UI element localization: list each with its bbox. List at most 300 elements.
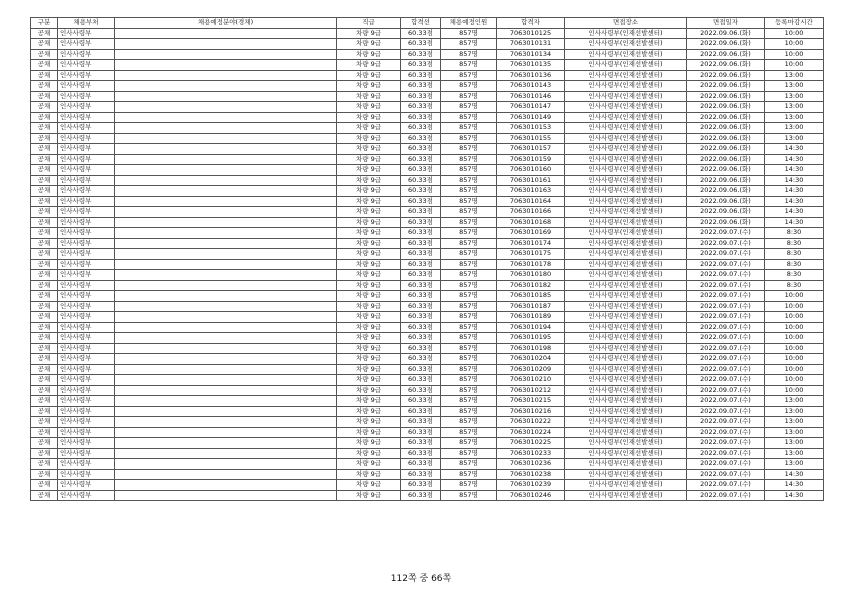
- cell-field: [115, 480, 337, 491]
- cell-applicant-id: 7063010194: [497, 322, 565, 333]
- table-row: [31, 291, 824, 302]
- cell-interview-date: 2022.09.07.(수): [687, 396, 765, 407]
- cell-registration-deadline: 13:00: [765, 91, 824, 102]
- cell-registration-deadline: 10:00: [765, 291, 824, 302]
- cell-planned-count: 857명: [441, 49, 497, 60]
- cell-cutoff: 60.33점: [401, 459, 441, 470]
- cell-registration-deadline: 14:30: [765, 196, 824, 207]
- cell-field: [115, 301, 337, 312]
- cell-cutoff: 60.33점: [401, 343, 441, 354]
- cell-department: 인사사령부: [58, 385, 115, 396]
- cell-grade: 차량 9급: [337, 312, 401, 323]
- cell-applicant-id: 7063010195: [497, 333, 565, 344]
- cell-category: 공채: [31, 364, 58, 375]
- cell-interview-date: 2022.09.07.(수): [687, 459, 765, 470]
- table-row: [31, 280, 824, 291]
- cell-applicant-id: 7063010222: [497, 417, 565, 428]
- cell-interview-date: 2022.09.06.(화): [687, 154, 765, 165]
- cell-cutoff: 60.33점: [401, 291, 441, 302]
- cell-department: 인사사령부: [58, 49, 115, 60]
- cell-cutoff: 60.33점: [401, 196, 441, 207]
- cell-department: 인사사령부: [58, 322, 115, 333]
- cell-registration-deadline: 13:00: [765, 102, 824, 113]
- cell-department: 인사사령부: [58, 154, 115, 165]
- cell-grade: 차량 9급: [337, 102, 401, 113]
- cell-field: [115, 154, 337, 165]
- table-row: [31, 312, 824, 323]
- cell-field: [115, 438, 337, 449]
- cell-interview-date: 2022.09.06.(화): [687, 112, 765, 123]
- cell-interview-place: 인사사령부(인재선발센터): [565, 427, 687, 438]
- cell-planned-count: 857명: [441, 175, 497, 186]
- cell-interview-place: 인사사령부(인재선발센터): [565, 343, 687, 354]
- cell-planned-count: 857명: [441, 333, 497, 344]
- cell-interview-date: 2022.09.06.(화): [687, 81, 765, 92]
- cell-grade: 차량 9급: [337, 438, 401, 449]
- table-row: [31, 417, 824, 428]
- table-row: [31, 259, 824, 270]
- cell-category: 공채: [31, 427, 58, 438]
- col-header-cutoff: 합격선: [401, 18, 441, 29]
- col-header-applicant-id: 합격자: [497, 18, 565, 29]
- cell-field: [115, 249, 337, 260]
- cell-grade: 차량 9급: [337, 301, 401, 312]
- cell-field: [115, 375, 337, 386]
- cell-department: 인사사령부: [58, 175, 115, 186]
- cell-applicant-id: 7063010147: [497, 102, 565, 113]
- cell-field: [115, 81, 337, 92]
- cell-department: 인사사령부: [58, 39, 115, 50]
- cell-interview-place: 인사사령부(인재선발센터): [565, 270, 687, 281]
- cell-department: 인사사령부: [58, 123, 115, 134]
- cell-field: [115, 354, 337, 365]
- cell-cutoff: 60.33점: [401, 207, 441, 218]
- cell-grade: 차량 9급: [337, 123, 401, 134]
- cell-category: 공채: [31, 270, 58, 281]
- cell-cutoff: 60.33점: [401, 186, 441, 197]
- cell-field: [115, 406, 337, 417]
- cell-field: [115, 396, 337, 407]
- cell-applicant-id: 7063010246: [497, 490, 565, 501]
- cell-registration-deadline: 13:00: [765, 81, 824, 92]
- cell-department: 인사사령부: [58, 259, 115, 270]
- table-row: [31, 228, 824, 239]
- cell-applicant-id: 7063010233: [497, 448, 565, 459]
- table-row: [31, 91, 824, 102]
- cell-grade: 차량 9급: [337, 406, 401, 417]
- cell-field: [115, 385, 337, 396]
- cell-interview-date: 2022.09.06.(화): [687, 144, 765, 155]
- table-row: [31, 396, 824, 407]
- cell-category: 공채: [31, 123, 58, 134]
- cell-category: 공채: [31, 133, 58, 144]
- table-row: [31, 427, 824, 438]
- cell-grade: 차량 9급: [337, 364, 401, 375]
- cell-cutoff: 60.33점: [401, 385, 441, 396]
- cell-registration-deadline: 13:00: [765, 427, 824, 438]
- table-row: [31, 354, 824, 365]
- cell-interview-date: 2022.09.07.(수): [687, 249, 765, 260]
- cell-field: [115, 133, 337, 144]
- cell-interview-date: 2022.09.07.(수): [687, 312, 765, 323]
- cell-cutoff: 60.33점: [401, 112, 441, 123]
- cell-category: 공채: [31, 459, 58, 470]
- cell-interview-place: 인사사령부(인재선발센터): [565, 207, 687, 218]
- cell-planned-count: 857명: [441, 354, 497, 365]
- cell-grade: 차량 9급: [337, 417, 401, 428]
- cell-planned-count: 857명: [441, 270, 497, 281]
- cell-applicant-id: 7063010174: [497, 238, 565, 249]
- cell-applicant-id: 7063010155: [497, 133, 565, 144]
- cell-registration-deadline: 10:00: [765, 60, 824, 71]
- cell-field: [115, 196, 337, 207]
- table-row: [31, 364, 824, 375]
- cell-interview-date: 2022.09.07.(수): [687, 438, 765, 449]
- cell-planned-count: 857명: [441, 480, 497, 491]
- cell-registration-deadline: 8:30: [765, 270, 824, 281]
- cell-department: 인사사령부: [58, 60, 115, 71]
- cell-planned-count: 857명: [441, 81, 497, 92]
- col-header-registration-deadline: 등록마감시간: [765, 18, 824, 29]
- cell-interview-place: 인사사령부(인재선발센터): [565, 333, 687, 344]
- cell-planned-count: 857명: [441, 385, 497, 396]
- table-row: [31, 60, 824, 71]
- cell-planned-count: 857명: [441, 438, 497, 449]
- cell-category: 공채: [31, 301, 58, 312]
- cell-interview-place: 인사사령부(인재선발센터): [565, 144, 687, 155]
- table-row: [31, 81, 824, 92]
- cell-registration-deadline: 13:00: [765, 112, 824, 123]
- cell-cutoff: 60.33점: [401, 490, 441, 501]
- table-row: [31, 438, 824, 449]
- cell-interview-date: 2022.09.06.(화): [687, 175, 765, 186]
- cell-registration-deadline: 13:00: [765, 448, 824, 459]
- cell-applicant-id: 7063010153: [497, 123, 565, 134]
- cell-applicant-id: 7063010215: [497, 396, 565, 407]
- table-row: [31, 144, 824, 155]
- cell-interview-date: 2022.09.07.(수): [687, 385, 765, 396]
- cell-planned-count: 857명: [441, 123, 497, 134]
- cell-applicant-id: 7063010209: [497, 364, 565, 375]
- cell-registration-deadline: 14:30: [765, 175, 824, 186]
- cell-interview-date: 2022.09.07.(수): [687, 291, 765, 302]
- cell-planned-count: 857명: [441, 343, 497, 354]
- cell-planned-count: 857명: [441, 60, 497, 71]
- cell-interview-date: 2022.09.06.(화): [687, 123, 765, 134]
- cell-registration-deadline: 14:30: [765, 207, 824, 218]
- cell-grade: 차량 9급: [337, 217, 401, 228]
- cell-applicant-id: 7063010168: [497, 217, 565, 228]
- cell-category: 공채: [31, 175, 58, 186]
- table-row: [31, 28, 824, 39]
- table-row: [31, 490, 824, 501]
- cell-interview-date: 2022.09.07.(수): [687, 301, 765, 312]
- table-row: [31, 102, 824, 113]
- cell-interview-date: 2022.09.07.(수): [687, 259, 765, 270]
- cell-interview-place: 인사사령부(인재선발센터): [565, 322, 687, 333]
- cell-registration-deadline: 13:00: [765, 123, 824, 134]
- col-header-planned-count: 채용예정인원: [441, 18, 497, 29]
- cell-grade: 차량 9급: [337, 196, 401, 207]
- table-row: [31, 133, 824, 144]
- cell-cutoff: 60.33점: [401, 228, 441, 239]
- page-number: 112쪽 중 66쪽: [390, 574, 452, 584]
- cell-interview-place: 인사사령부(인재선발센터): [565, 133, 687, 144]
- cell-registration-deadline: 8:30: [765, 259, 824, 270]
- cell-category: 공채: [31, 490, 58, 501]
- cell-registration-deadline: 8:30: [765, 228, 824, 239]
- cell-cutoff: 60.33점: [401, 270, 441, 281]
- cell-interview-place: 인사사령부(인재선발센터): [565, 154, 687, 165]
- cell-applicant-id: 7063010131: [497, 39, 565, 50]
- cell-grade: 차량 9급: [337, 186, 401, 197]
- cell-cutoff: 60.33점: [401, 217, 441, 228]
- cell-field: [115, 91, 337, 102]
- cell-grade: 차량 9급: [337, 459, 401, 470]
- cell-applicant-id: 7063010182: [497, 280, 565, 291]
- table-row: [31, 175, 824, 186]
- cell-interview-date: 2022.09.07.(수): [687, 417, 765, 428]
- cell-interview-place: 인사사령부(인재선발센터): [565, 312, 687, 323]
- cell-interview-date: 2022.09.07.(수): [687, 364, 765, 375]
- cell-category: 공채: [31, 312, 58, 323]
- cell-cutoff: 60.33점: [401, 133, 441, 144]
- cell-field: [115, 186, 337, 197]
- cell-applicant-id: 7063010175: [497, 249, 565, 260]
- cell-grade: 차량 9급: [337, 270, 401, 281]
- cell-interview-place: 인사사령부(인재선발센터): [565, 280, 687, 291]
- cell-planned-count: 857명: [441, 406, 497, 417]
- cell-department: 인사사령부: [58, 490, 115, 501]
- cell-applicant-id: 7063010143: [497, 81, 565, 92]
- cell-registration-deadline: 14:30: [765, 490, 824, 501]
- cell-interview-date: 2022.09.06.(화): [687, 49, 765, 60]
- cell-grade: 차량 9급: [337, 133, 401, 144]
- cell-cutoff: 60.33점: [401, 123, 441, 134]
- cell-interview-place: 인사사령부(인재선발센터): [565, 81, 687, 92]
- cell-grade: 차량 9급: [337, 207, 401, 218]
- cell-category: 공채: [31, 144, 58, 155]
- cell-registration-deadline: 8:30: [765, 280, 824, 291]
- cell-registration-deadline: 10:00: [765, 333, 824, 344]
- cell-category: 공채: [31, 217, 58, 228]
- cell-registration-deadline: 14:30: [765, 165, 824, 176]
- cell-grade: 차량 9급: [337, 238, 401, 249]
- cell-interview-date: 2022.09.07.(수): [687, 333, 765, 344]
- cell-grade: 차량 9급: [337, 354, 401, 365]
- cell-interview-date: 2022.09.07.(수): [687, 280, 765, 291]
- cell-planned-count: 857명: [441, 28, 497, 39]
- cell-registration-deadline: 13:00: [765, 438, 824, 449]
- cell-applicant-id: 7063010157: [497, 144, 565, 155]
- cell-applicant-id: 7063010187: [497, 301, 565, 312]
- cell-department: 인사사령부: [58, 343, 115, 354]
- cell-field: [115, 448, 337, 459]
- cell-cutoff: 60.33점: [401, 249, 441, 260]
- cell-registration-deadline: 14:30: [765, 154, 824, 165]
- cell-grade: 차량 9급: [337, 49, 401, 60]
- cell-interview-date: 2022.09.07.(수): [687, 354, 765, 365]
- cell-applicant-id: 7063010166: [497, 207, 565, 218]
- table-row: [31, 123, 824, 134]
- cell-category: 공채: [31, 417, 58, 428]
- cell-planned-count: 857명: [441, 375, 497, 386]
- cell-interview-date: 2022.09.07.(수): [687, 406, 765, 417]
- cell-grade: 차량 9급: [337, 427, 401, 438]
- cell-field: [115, 144, 337, 155]
- cell-category: 공채: [31, 238, 58, 249]
- cell-interview-place: 인사사령부(인재선발센터): [565, 301, 687, 312]
- table-row: [31, 459, 824, 470]
- table-row: [31, 165, 824, 176]
- table-row: [31, 333, 824, 344]
- cell-category: 공채: [31, 102, 58, 113]
- cell-department: 인사사령부: [58, 249, 115, 260]
- cell-applicant-id: 7063010178: [497, 259, 565, 270]
- cell-grade: 차량 9급: [337, 375, 401, 386]
- cell-planned-count: 857명: [441, 186, 497, 197]
- cell-field: [115, 427, 337, 438]
- cell-cutoff: 60.33점: [401, 144, 441, 155]
- cell-interview-date: 2022.09.07.(수): [687, 375, 765, 386]
- table-row: [31, 154, 824, 165]
- cell-grade: 차량 9급: [337, 228, 401, 239]
- cell-applicant-id: 7063010225: [497, 438, 565, 449]
- cell-planned-count: 857명: [441, 459, 497, 470]
- cell-category: 공채: [31, 322, 58, 333]
- cell-field: [115, 280, 337, 291]
- cell-cutoff: 60.33점: [401, 375, 441, 386]
- cell-field: [115, 102, 337, 113]
- cell-category: 공채: [31, 112, 58, 123]
- cell-interview-place: 인사사령부(인재선발센터): [565, 375, 687, 386]
- table-row: [31, 448, 824, 459]
- cell-field: [115, 217, 337, 228]
- cell-applicant-id: 7063010239: [497, 480, 565, 491]
- table-row: [31, 301, 824, 312]
- cell-registration-deadline: 10:00: [765, 364, 824, 375]
- cell-cutoff: 60.33점: [401, 333, 441, 344]
- cell-department: 인사사령부: [58, 333, 115, 344]
- cell-department: 인사사령부: [58, 165, 115, 176]
- cell-interview-date: 2022.09.06.(화): [687, 186, 765, 197]
- cell-interview-date: 2022.09.06.(화): [687, 207, 765, 218]
- cell-interview-place: 인사사령부(인재선발센터): [565, 438, 687, 449]
- applicant-table: [30, 17, 824, 501]
- cell-department: 인사사령부: [58, 448, 115, 459]
- cell-registration-deadline: 10:00: [765, 322, 824, 333]
- cell-interview-date: 2022.09.07.(수): [687, 343, 765, 354]
- cell-registration-deadline: 13:00: [765, 70, 824, 81]
- cell-planned-count: 857명: [441, 322, 497, 333]
- cell-cutoff: 60.33점: [401, 280, 441, 291]
- cell-registration-deadline: 10:00: [765, 312, 824, 323]
- cell-interview-place: 인사사령부(인재선발센터): [565, 217, 687, 228]
- cell-category: 공채: [31, 165, 58, 176]
- cell-applicant-id: 7063010180: [497, 270, 565, 281]
- cell-interview-date: 2022.09.07.(수): [687, 427, 765, 438]
- cell-grade: 차량 9급: [337, 469, 401, 480]
- cell-applicant-id: 7063010163: [497, 186, 565, 197]
- cell-category: 공채: [31, 39, 58, 50]
- cell-interview-place: 인사사령부(인재선발센터): [565, 91, 687, 102]
- cell-applicant-id: 7063010135: [497, 60, 565, 71]
- table-row: [31, 207, 824, 218]
- cell-field: [115, 291, 337, 302]
- cell-interview-date: 2022.09.06.(화): [687, 196, 765, 207]
- cell-planned-count: 857명: [441, 417, 497, 428]
- cell-planned-count: 857명: [441, 217, 497, 228]
- table-row: [31, 217, 824, 228]
- cell-interview-date: 2022.09.06.(화): [687, 133, 765, 144]
- cell-interview-place: 인사사령부(인재선발센터): [565, 186, 687, 197]
- cell-planned-count: 857명: [441, 280, 497, 291]
- cell-interview-date: 2022.09.06.(화): [687, 165, 765, 176]
- cell-registration-deadline: 14:30: [765, 469, 824, 480]
- table-row: [31, 196, 824, 207]
- cell-grade: 차량 9급: [337, 154, 401, 165]
- cell-registration-deadline: 10:00: [765, 49, 824, 60]
- cell-category: 공채: [31, 438, 58, 449]
- cell-cutoff: 60.33점: [401, 364, 441, 375]
- cell-interview-place: 인사사령부(인재선발센터): [565, 175, 687, 186]
- cell-category: 공채: [31, 196, 58, 207]
- cell-category: 공채: [31, 333, 58, 344]
- cell-planned-count: 857명: [441, 165, 497, 176]
- cell-grade: 차량 9급: [337, 480, 401, 491]
- cell-department: 인사사령부: [58, 102, 115, 113]
- cell-planned-count: 857명: [441, 228, 497, 239]
- cell-category: 공채: [31, 343, 58, 354]
- cell-interview-date: 2022.09.07.(수): [687, 490, 765, 501]
- cell-field: [115, 49, 337, 60]
- cell-cutoff: 60.33점: [401, 438, 441, 449]
- cell-interview-place: 인사사령부(인재선발센터): [565, 490, 687, 501]
- cell-department: 인사사령부: [58, 217, 115, 228]
- cell-field: [115, 459, 337, 470]
- cell-department: 인사사령부: [58, 438, 115, 449]
- cell-interview-place: 인사사령부(인재선발센터): [565, 469, 687, 480]
- cell-grade: 차량 9급: [337, 448, 401, 459]
- cell-department: 인사사령부: [58, 417, 115, 428]
- cell-category: 공채: [31, 207, 58, 218]
- cell-grade: 차량 9급: [337, 81, 401, 92]
- cell-grade: 차량 9급: [337, 112, 401, 123]
- cell-applicant-id: 7063010224: [497, 427, 565, 438]
- cell-department: 인사사령부: [58, 144, 115, 155]
- cell-field: [115, 60, 337, 71]
- cell-applicant-id: 7063010216: [497, 406, 565, 417]
- cell-category: 공채: [31, 280, 58, 291]
- table-row: [31, 343, 824, 354]
- cell-applicant-id: 7063010164: [497, 196, 565, 207]
- cell-category: 공채: [31, 396, 58, 407]
- cell-planned-count: 857명: [441, 448, 497, 459]
- cell-category: 공채: [31, 154, 58, 165]
- cell-interview-place: 인사사령부(인재선발센터): [565, 385, 687, 396]
- cell-grade: 차량 9급: [337, 291, 401, 302]
- cell-planned-count: 857명: [441, 112, 497, 123]
- cell-interview-place: 인사사령부(인재선발센터): [565, 228, 687, 239]
- table-row: [31, 480, 824, 491]
- cell-interview-place: 인사사령부(인재선발센터): [565, 123, 687, 134]
- cell-category: 공채: [31, 249, 58, 260]
- cell-planned-count: 857명: [441, 154, 497, 165]
- cell-department: 인사사령부: [58, 238, 115, 249]
- cell-interview-place: 인사사령부(인재선발센터): [565, 406, 687, 417]
- cell-applicant-id: 7063010236: [497, 459, 565, 470]
- cell-applicant-id: 7063010189: [497, 312, 565, 323]
